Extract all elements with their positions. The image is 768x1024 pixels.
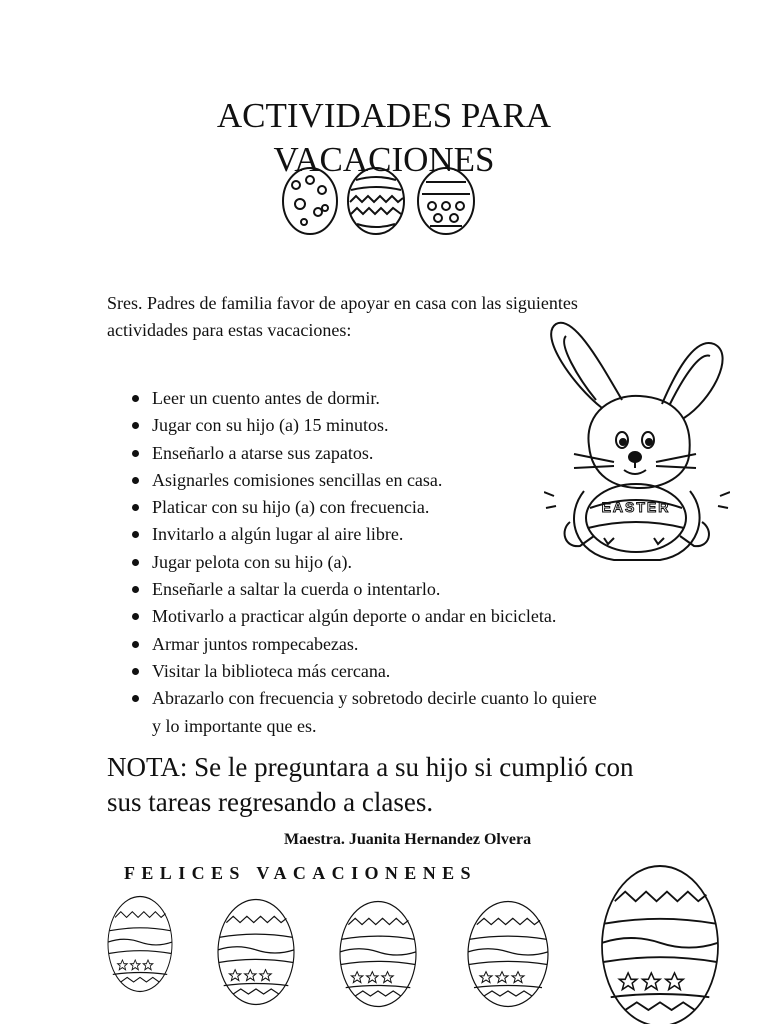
easter-egg-icon <box>468 902 548 1007</box>
note-paragraph <box>107 750 707 820</box>
title-line-1: ACTIVIDADES PARA <box>216 96 552 135</box>
easter-egg-icon <box>108 897 172 992</box>
list-item: Jugar con su hijo (a) 15 minutos. <box>152 412 712 439</box>
list-item: Jugar pelota con su hijo (a). <box>152 549 712 576</box>
activities-list <box>107 385 712 740</box>
easter-egg-icon <box>218 900 294 1005</box>
list-item: Motivarlo a practicar algún deporte o andar en bicicleta. <box>152 603 712 630</box>
list-item: Leer un cuento antes de dormir. <box>152 385 712 412</box>
intro-line-2: actividades para estas vacaciones: <box>107 320 352 340</box>
easter-egg-icon <box>283 168 337 234</box>
list-item-line-1: Abrazarlo con frecuencia y sobretodo decirle cuanto lo quiere <box>152 688 597 709</box>
farewell-heading: FELICES VACACIONENES <box>124 863 477 883</box>
list-item: Asignarles comisiones sencillas en casa. <box>152 467 712 494</box>
list-item: Visitar la biblioteca más cercana. <box>152 658 712 685</box>
intro-line-1: Sres. Padres de familia favor de apoyar en casa con las siguientes <box>107 293 578 313</box>
easter-egg-icon <box>418 168 474 234</box>
teacher-signature: Maestra. Juanita Hernandez Olvera <box>284 831 532 848</box>
title-line-2: VACACIONES <box>273 140 495 179</box>
list-item-line-2: y lo importante que es. <box>152 715 317 736</box>
list-item: Invitarlo a algún lugar al aire libre. <box>152 521 712 548</box>
easter-egg-icon <box>340 902 416 1007</box>
list-item: Enseñarlo a atarse sus zapatos. <box>152 440 712 467</box>
title-eggs-group <box>280 160 480 236</box>
note-line-1: NOTA: Se le preguntara a su hijo si cumplió con <box>107 752 634 782</box>
note-line-2: sus tareas regresando a clases. <box>107 787 434 817</box>
list-item <box>152 685 712 740</box>
easter-egg-icon <box>348 168 404 234</box>
bottom-eggs-row <box>0 860 768 1024</box>
list-item: Enseñarle a saltar la cuerda o intentarlo. <box>152 576 712 603</box>
bunny-egg-label: EASTER <box>601 499 671 515</box>
list-item: Armar juntos rompecabezas. <box>152 631 712 658</box>
list-item: Platicar con su hijo (a) con frecuencia. <box>152 494 712 521</box>
easter-egg-icon <box>602 866 718 1024</box>
